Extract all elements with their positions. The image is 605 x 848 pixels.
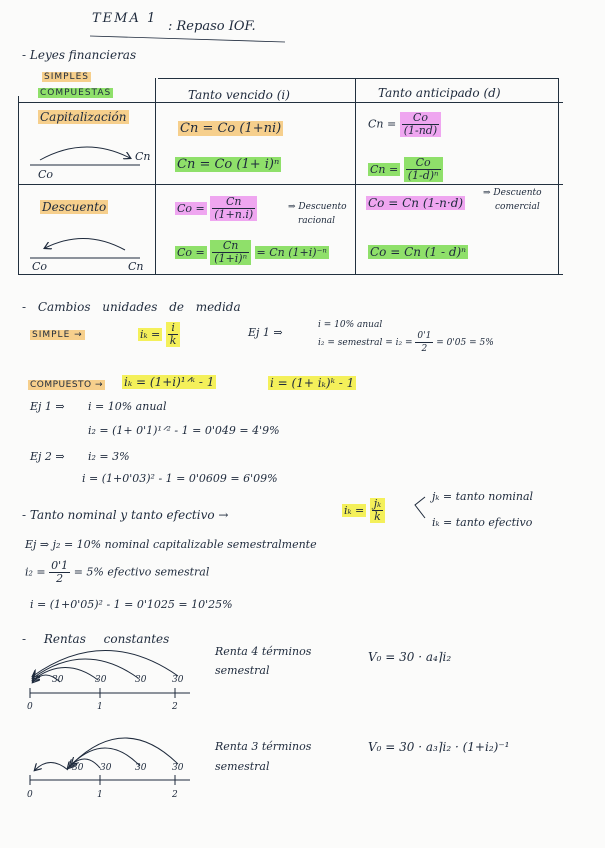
nominal-ej-line3: i = (1+0'05)² - 1 = 0'1025 = 10'25%	[30, 598, 233, 611]
nominal-formula: iₖ = $\frac{\text{jₖ}}{k}$	[342, 498, 385, 523]
desc-comercial-1: ⇒ Descuento	[483, 188, 542, 198]
renta1-tick-2: 2	[172, 702, 178, 712]
ej1b-label: Ej 1 ⇒	[30, 400, 65, 413]
renta1-payment-4: 30	[172, 675, 184, 685]
compuesto-formula: iₖ = (1+i)¹ᐟᵏ - 1	[124, 375, 215, 389]
formula-cap-comp-anticipado: Cn = $\frac{Co}{\text{(1-d)ⁿ}}$	[368, 157, 443, 182]
desc-cn-label: Cn	[128, 260, 144, 273]
cap-cn-label: Cn	[135, 150, 151, 163]
table-right-border	[558, 78, 559, 274]
row-capitalizacion: Capitalización	[40, 110, 127, 124]
table-mid-line	[18, 184, 563, 185]
table-header-bottom	[18, 102, 563, 103]
renta2-arc-3	[72, 738, 178, 764]
cap-arrow	[40, 147, 130, 160]
cambios-heading: - Cambios unidades de medida	[22, 300, 241, 314]
simple-formula: iₖ = $\frac{i}{k}$	[138, 322, 180, 347]
table-col-1	[155, 78, 156, 274]
formula-cap-simple-vencido: Cn = Co (1+ni)	[180, 121, 282, 136]
table-top-border	[158, 78, 558, 79]
renta2-payment-1: 30	[72, 763, 84, 773]
col-header-anticipado: Tanto anticipado (d)	[378, 86, 501, 100]
table-left-border	[18, 96, 19, 274]
formula-desc-simple-anticipado: Co = Cn (1-n·d)	[368, 196, 464, 210]
ej2-line2: i = (1+0'03)² - 1 = 0'0609 = 6'09%	[82, 472, 278, 485]
formula-desc-simple-vencido: Co = $\frac{Cn}{(1+n.i)}$	[175, 196, 257, 221]
compuestas-label: COMPUESTAS	[40, 88, 112, 98]
cap-co-label: Co	[38, 168, 54, 181]
header-tema: TEMA 1	[92, 11, 158, 26]
header-title: : Repaso IOF.	[168, 19, 256, 34]
simples-label: SIMPLES	[44, 72, 89, 82]
renta2-desc-1: Renta 3 términos	[215, 740, 312, 753]
renta2-payment-2: 30	[100, 763, 112, 773]
ej2-line1: i₂ = 3%	[88, 450, 130, 463]
renta1-payment-2: 30	[95, 675, 107, 685]
renta1-formula: V₀ = 30 · a₄⌉i₂	[368, 650, 452, 664]
desc-arrow	[45, 238, 125, 250]
renta2-payment-3: 30	[135, 763, 147, 773]
leyes-heading: - Leyes financieras	[22, 48, 137, 62]
formula-desc-comp-vencido: Co = $\frac{Cn}{\text{(1+i)ⁿ}}$ = Cn (1+i)⁻ⁿ	[177, 239, 327, 265]
formula-cap-comp-vencido: Cn = Co (1+ i)ⁿ	[177, 157, 280, 172]
renta2-arc-4	[35, 763, 68, 771]
ej1-label: Ej 1 ⇒	[248, 326, 283, 339]
compuesto-inverse: i = (1+ iₖ)ᵏ - 1	[270, 376, 355, 390]
renta1-tick-1: 1	[97, 702, 103, 712]
formula-desc-comp-anticipado: Co = Cn (1 - d)ⁿ	[370, 245, 467, 259]
desc-co-label: Co	[32, 260, 48, 273]
renta1-tick-0: 0	[27, 702, 33, 712]
nominal-def-i: iₖ = tanto efectivo	[432, 516, 533, 529]
header-underline	[90, 36, 285, 42]
desc-racional-1: ⇒ Descuento	[288, 202, 347, 212]
renta2-payment-4: 30	[172, 763, 184, 773]
nominal-bracket	[415, 497, 425, 518]
nominal-def-j: jₖ = tanto nominal	[432, 490, 534, 503]
formula-cap-simple-anticipado: Cn = $\frac{Co}{(1-nd)}$	[368, 112, 441, 137]
rentas-heading: - Rentas constantes	[22, 632, 170, 646]
col-header-vencido: Tanto vencido (i)	[188, 88, 290, 102]
compuesto-label: COMPUESTO →	[30, 380, 104, 390]
table-col-2	[355, 78, 356, 274]
renta1-payment-3: 30	[135, 675, 147, 685]
renta2-desc-2: semestral	[215, 760, 270, 773]
ej1-line1: i = 10% anual	[318, 320, 383, 330]
simple-label: SIMPLE →	[32, 330, 83, 340]
renta2-tick-2: 2	[172, 790, 178, 800]
renta1-desc-1: Renta 4 términos	[215, 645, 312, 658]
ej1b-line2: i₂ = (1+ 0'1)¹ᐟ² - 1 = 0'049 = 4'9%	[88, 424, 280, 437]
renta2-formula: V₀ = 30 · a₃⌉i₂ · (1+i₂)⁻¹	[368, 740, 510, 754]
table-bottom-border	[18, 274, 563, 275]
renta2-tick-1: 1	[97, 790, 103, 800]
ej2-label: Ej 2 ⇒	[30, 450, 65, 463]
row-descuento: Descuento	[42, 200, 107, 214]
nominal-ej-line2: i₂ = $\frac{0'1}{2}$ = 5% efectivo semestral	[25, 559, 210, 585]
nominal-ej-line1: Ej ⇒ j₂ = 10% nominal capitalizable semestralmente	[25, 538, 317, 551]
ej1-line2: i₂ = semestral = i₂ = $\frac{0'1}{2}$ = 0'05 = 5%	[318, 331, 494, 354]
renta1-desc-2: semestral	[215, 664, 270, 677]
ej1b-line1: i = 10% anual	[88, 400, 167, 413]
desc-racional-2: racional	[298, 216, 336, 226]
renta2-tick-0: 0	[27, 790, 33, 800]
renta1-payment-1: 30	[52, 675, 64, 685]
nominal-heading: - Tanto nominal y tanto efectivo →	[22, 508, 229, 522]
desc-comercial-2: comercial	[495, 202, 540, 212]
